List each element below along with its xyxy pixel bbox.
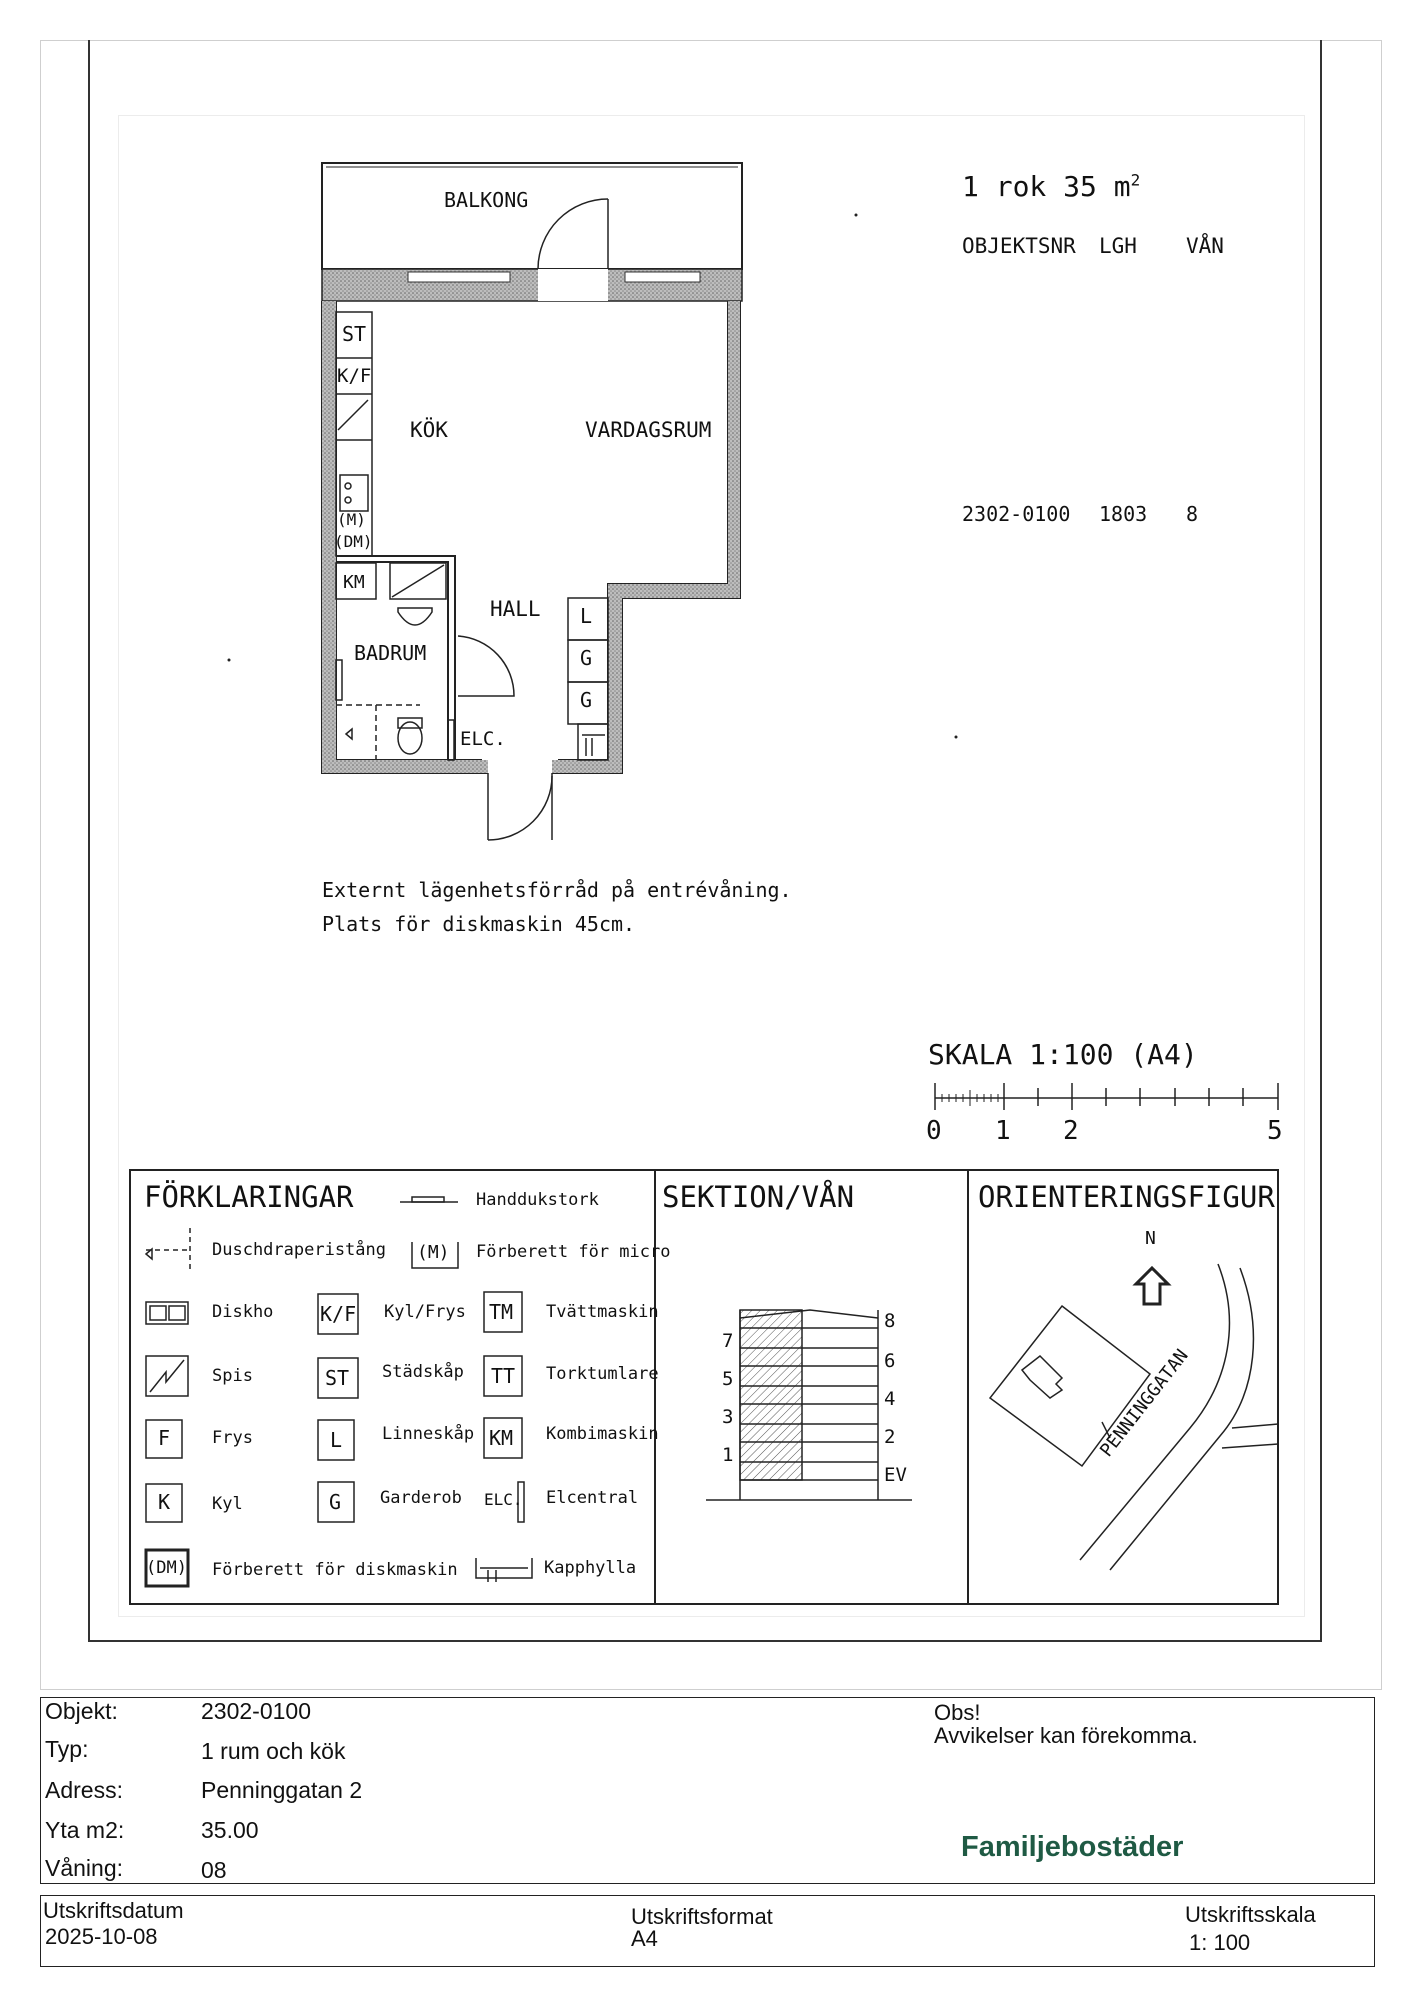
bathroom-door <box>458 636 514 696</box>
stray-mark <box>228 659 231 662</box>
notch-wall-fill <box>608 584 740 598</box>
print-format-value: A4 <box>631 1926 658 1951</box>
print-date-label: Utskriftsdatum <box>43 1898 184 1923</box>
street-label: PENNINGGATAN <box>1096 1345 1193 1461</box>
stray-mark <box>855 214 858 217</box>
label-km: KM <box>343 572 365 593</box>
label-dm: (DM) <box>334 532 373 551</box>
obs-title: Obs! <box>934 1700 981 1725</box>
south-wall-fill <box>322 760 488 773</box>
legend-label-garderob: Garderob <box>380 1488 462 1508</box>
section-floor-5: 5 <box>722 1368 734 1390</box>
balcony <box>322 163 742 269</box>
value-van: 8 <box>1186 502 1199 526</box>
orientation-title: ORIENTERINGSFIGUR <box>978 1180 1275 1214</box>
legend-sym-elc: ELC. <box>484 1490 523 1509</box>
room-label-badrum: BADRUM <box>354 641 427 665</box>
section-floor-3: 3 <box>722 1406 734 1428</box>
legend-sym-st: ST <box>325 1366 350 1390</box>
print-scale-label: Utskriftsskala <box>1185 1902 1316 1927</box>
value-lgh: 1803 <box>1099 502 1148 526</box>
legend-label-kombimaskin: Kombimaskin <box>546 1424 659 1444</box>
col-objektsnr: OBJEKTSNR <box>962 234 1076 258</box>
section-floor-8: 8 <box>884 1310 896 1332</box>
typ-label: Typ: <box>45 1736 89 1762</box>
print-scale-value: 1: 100 <box>1189 1930 1251 1955</box>
legend-label-diskho: Diskho <box>212 1302 274 1322</box>
label-l: L <box>580 604 593 628</box>
section-floor-4: 4 <box>884 1388 896 1410</box>
section-floor-2: 2 <box>884 1426 896 1448</box>
apartment-title: 1 rok 35 $m^2$ <box>962 170 1141 203</box>
legend-label-dusch: Duschdraperistång <box>212 1240 386 1260</box>
col-van: VÅN <box>1186 234 1224 258</box>
section-floor-ev: EV <box>884 1464 907 1486</box>
adress-value: Penninggatan 2 <box>201 1777 363 1803</box>
legend-sym-tm: TM <box>489 1300 514 1324</box>
legend-sym-tt: TT <box>491 1364 516 1388</box>
legend-label-tvattmaskin: Tvättmaskin <box>546 1302 659 1322</box>
yta-label: Yta m2: <box>45 1817 125 1843</box>
legend-label-kyl: Kyl <box>212 1494 243 1514</box>
scale-title: SKALA 1:100 (A4) <box>928 1038 1198 1071</box>
stray-mark <box>955 736 958 739</box>
section-floor-1: 1 <box>722 1444 734 1466</box>
room-label-hall: HALL <box>490 597 541 621</box>
label-g-1: G <box>580 646 593 670</box>
legend-label-torktumlare: Torktumlare <box>546 1364 659 1384</box>
legend-label-linneskap: Linneskåp <box>382 1424 475 1444</box>
legend-sym-l: L <box>330 1428 343 1452</box>
label-elc: ELC. <box>460 728 506 750</box>
print-format-label: Utskriftsformat <box>631 1904 773 1929</box>
objekt-label: Objekt: <box>45 1698 118 1724</box>
typ-value: 1 rum och kök <box>201 1738 346 1764</box>
legend-sym-km: KM <box>489 1426 514 1450</box>
yta-value: 35.00 <box>201 1817 259 1843</box>
legend-box <box>130 1170 1278 1604</box>
room-label-balkong: BALKONG <box>444 188 529 212</box>
vaning-label: Våning: <box>45 1855 124 1881</box>
section-title: SEKTION/VÅN <box>662 1180 855 1214</box>
col-lgh: LGH <box>1099 234 1137 258</box>
vaning-value: 08 <box>201 1857 227 1883</box>
legend-sym-f: F <box>158 1426 171 1450</box>
legend-label-frys: Frys <box>212 1428 253 1448</box>
legend-label-handdukstork: Handdukstork <box>476 1190 599 1210</box>
balcony-wall <box>322 199 742 301</box>
info-block <box>40 1697 1375 1884</box>
scale-label-2: 2 <box>1063 1116 1079 1146</box>
legend-label-kylfrys: Kyl/Frys <box>384 1302 466 1322</box>
obs-text: Avvikelser kan förekomma. <box>934 1723 1198 1748</box>
legend-sym-k: K <box>158 1490 171 1514</box>
note-line-2: Plats för diskmaskin 45cm. <box>322 912 636 936</box>
legend-sym-m: (M) <box>417 1242 450 1263</box>
east-wall-fill-2 <box>728 301 740 598</box>
entrance-door <box>488 773 552 840</box>
section-figure <box>706 1310 912 1500</box>
legend-label-diskmaskin: Förberett för diskmaskin <box>212 1560 458 1580</box>
scale-label-5: 5 <box>1267 1116 1283 1146</box>
legend-title: FÖRKLARINGAR <box>144 1180 354 1214</box>
legend-label-stadskap: Städskåp <box>382 1362 464 1382</box>
note-line-1: Externt lägenhetsförråd på entrévåning. <box>322 878 792 902</box>
label-st: ST <box>342 322 367 346</box>
value-objektsnr: 2302-0100 <box>962 502 1071 526</box>
print-footer <box>40 1895 1375 1967</box>
label-g-2: G <box>580 688 593 712</box>
legend-label-micro: Förberett för micro <box>476 1242 671 1262</box>
section-floor-6: 6 <box>884 1350 896 1372</box>
room-label-kok: KÖK <box>410 418 448 442</box>
brand-name: Familjebostäder <box>961 1831 1184 1863</box>
section-floor-7: 7 <box>722 1330 734 1352</box>
room-label-vardagsrum: VARDAGSRUM <box>585 418 712 442</box>
objekt-value: 2302-0100 <box>201 1698 311 1724</box>
legend-label-spis: Spis <box>212 1366 253 1386</box>
legend-label-elcentral: Elcentral <box>546 1488 639 1508</box>
label-kf: K/F <box>337 365 372 387</box>
legend-sym-dm: (DM) <box>146 1558 187 1578</box>
legend-sym-kf: K/F <box>320 1302 357 1326</box>
east-wall-fill <box>608 584 622 773</box>
legend-label-kapphylla: Kapphylla <box>544 1558 637 1578</box>
north-label: N <box>1145 1228 1156 1249</box>
scale-label-1: 1 <box>995 1116 1011 1146</box>
scale-label-0: 0 <box>926 1116 942 1146</box>
adress-label: Adress: <box>45 1777 123 1803</box>
scale-bar <box>935 1083 1278 1110</box>
print-date-value: 2025-10-08 <box>45 1924 158 1949</box>
label-m: (M) <box>337 510 366 529</box>
legend-sym-g: G <box>329 1490 342 1514</box>
apartment-walls <box>322 301 740 773</box>
